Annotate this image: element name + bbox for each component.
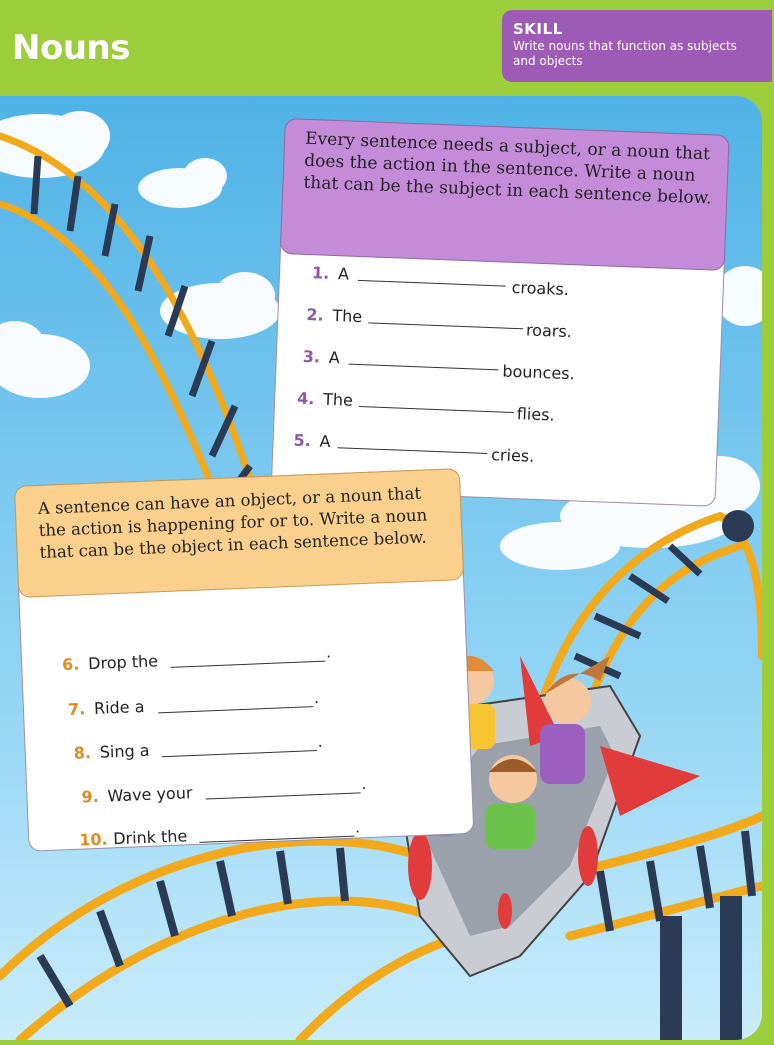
item-end: . — [325, 642, 332, 662]
answer-blank-6[interactable] — [170, 661, 325, 668]
subject-item — [293, 431, 331, 451]
item-end: bounces. — [502, 361, 576, 384]
answer-blank-2[interactable] — [368, 322, 523, 329]
object-card — [14, 468, 474, 852]
answer-blank-4[interactable] — [359, 406, 514, 413]
item-start: Ride a — [93, 696, 145, 718]
item-start: Drop the — [87, 651, 159, 674]
item-end: . — [317, 731, 323, 752]
item-start: A — [319, 431, 331, 451]
answer-blank-5[interactable] — [337, 447, 487, 454]
page-title: Nouns — [12, 28, 130, 68]
subject-card — [271, 118, 730, 507]
item-end: . — [354, 817, 361, 837]
item-end: roars. — [525, 320, 573, 342]
item-number: 3. — [302, 346, 321, 367]
item-number: 1. — [311, 263, 330, 283]
item-start: The — [322, 389, 354, 410]
item-number: 7. — [67, 699, 86, 720]
item-number: 2. — [306, 304, 325, 325]
object-instructions: A sentence can have an object, or a noun that the action is happening for or to. Write a noun that can be the object in each sentence below. — [14, 468, 464, 598]
answer-blank-7[interactable] — [158, 706, 313, 713]
answer-blank-3[interactable] — [349, 364, 499, 371]
item-start: Sing a — [99, 740, 150, 762]
object-item — [62, 651, 159, 674]
answer-blank-8[interactable] — [162, 750, 317, 757]
subject-item — [302, 347, 340, 367]
answer-blank-9[interactable] — [206, 792, 361, 799]
skill-label: SKILL — [513, 20, 563, 38]
subject-item — [306, 305, 362, 326]
item-number: 10. — [78, 829, 108, 850]
skill-box — [502, 10, 772, 82]
subject-item — [312, 263, 350, 283]
item-number: 5. — [293, 430, 312, 451]
skill-description: Write nouns that function as subjects and objects — [513, 39, 737, 68]
subject-item — [297, 389, 353, 410]
object-item — [73, 741, 149, 763]
item-start: Wave your — [107, 783, 193, 806]
item-start: The — [332, 305, 363, 327]
item-end: cries. — [490, 445, 535, 466]
item-start: A — [337, 264, 350, 284]
item-end: . — [360, 774, 367, 794]
item-number: 8. — [73, 743, 92, 763]
object-item — [81, 783, 193, 806]
object-item — [68, 697, 145, 719]
item-start: Drink the — [112, 826, 188, 849]
answer-blank-1[interactable] — [358, 280, 506, 287]
subject-instructions: Every sentence needs a subject, or a noun that does the action in the sentence. Write a noun that can be the subject in each sentence below. — [280, 118, 730, 271]
item-number: 9. — [81, 786, 100, 807]
item-number: 4. — [296, 388, 315, 409]
item-end: . — [313, 687, 320, 708]
item-end: flies. — [516, 404, 555, 425]
item-start: A — [328, 347, 341, 368]
item-number: 6. — [61, 654, 80, 675]
item-end: croaks. — [511, 277, 570, 300]
